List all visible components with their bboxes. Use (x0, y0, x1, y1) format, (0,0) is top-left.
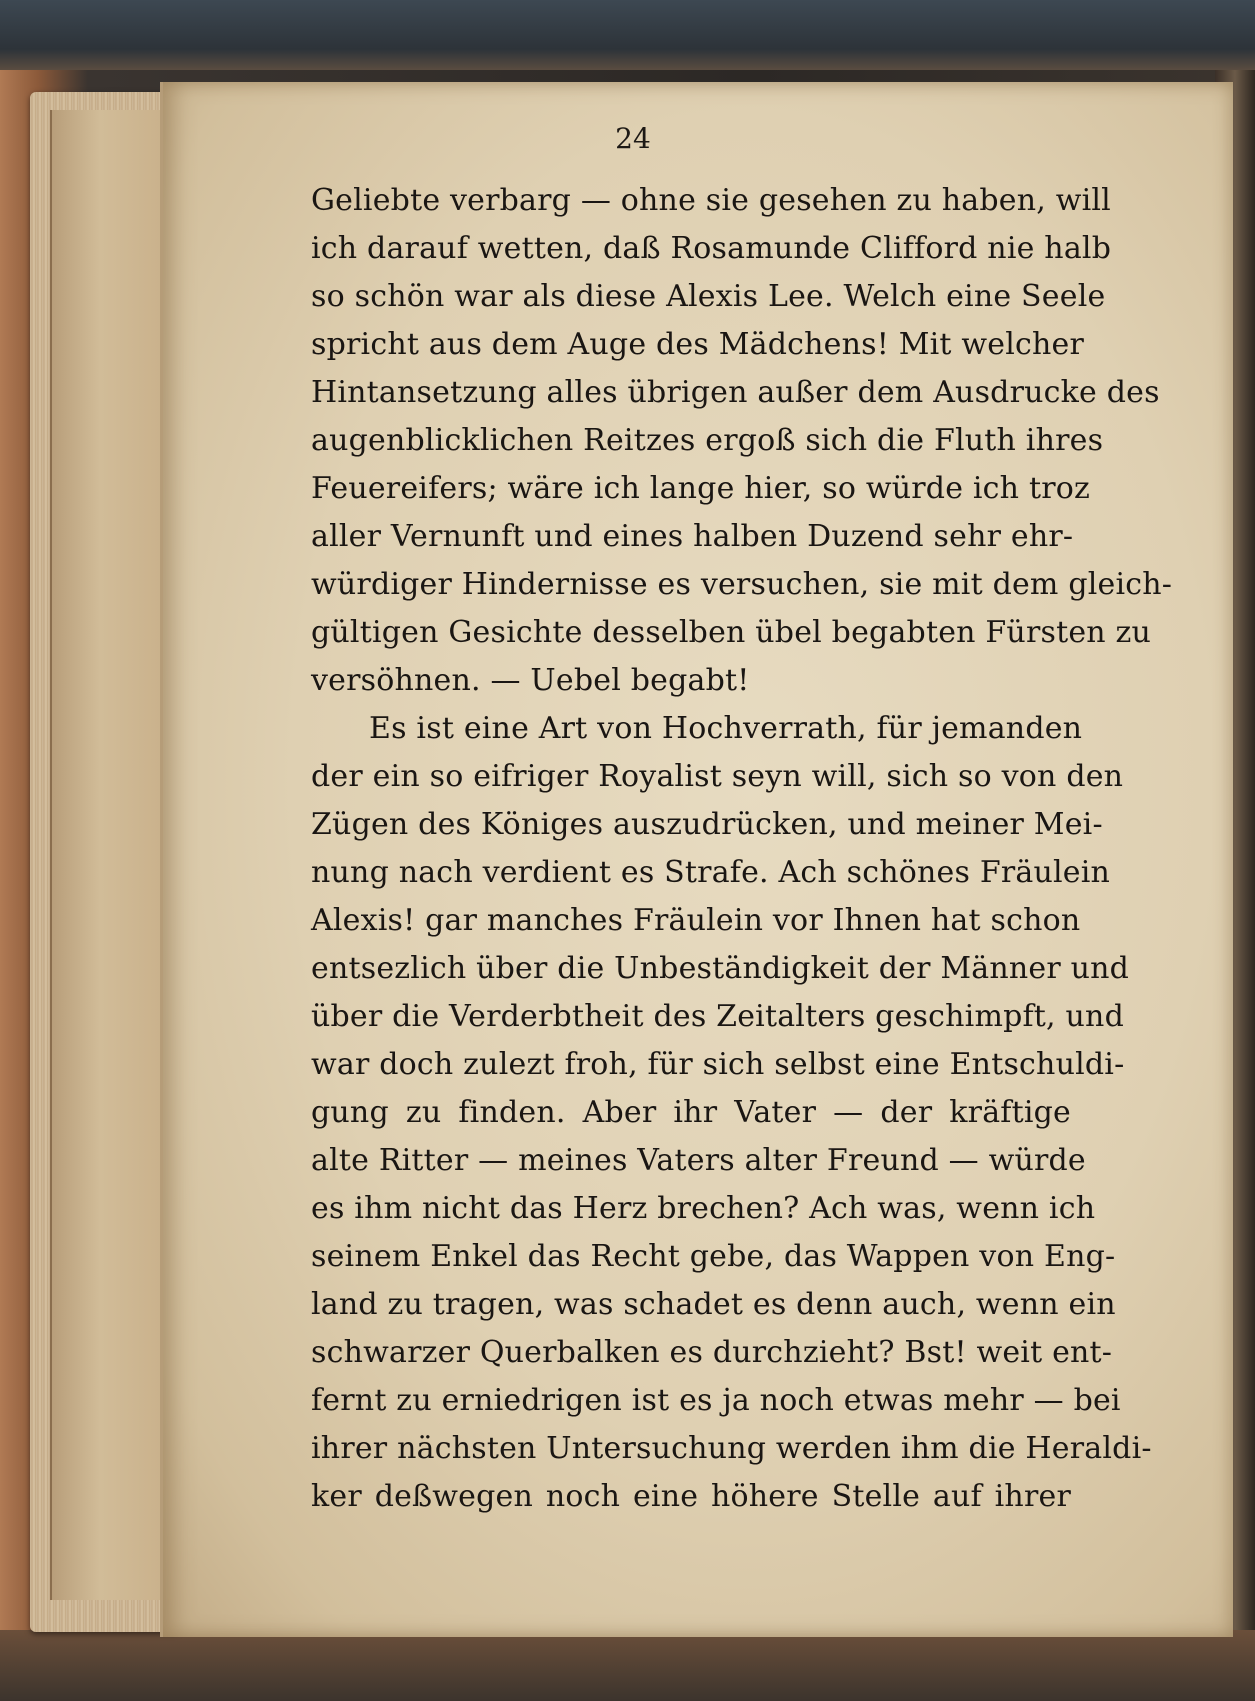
cover-bottom-edge (0, 1630, 1255, 1701)
text-line: ich darauf wetten, daß Rosamunde Clifford nie halb (311, 231, 1112, 266)
text-line: würdiger Hindernisse es versuchen, sie mit dem gleich- (311, 567, 1173, 602)
text-line: der ein so eifriger Royalist seyn will, sich so von den (311, 759, 1124, 794)
text-line: augenblicklichen Reitzes ergoß sich die Fluth ihres (311, 423, 1104, 458)
text-line: nung nach verdient es Strafe. Ach schönes Fräulein (311, 855, 1111, 890)
text-line: ihrer nächsten Untersuchung werden ihm die Heraldi- (311, 1431, 1152, 1466)
paragraph-start-line: Es ist eine Art von Hochverrath, für jemanden (369, 711, 1083, 746)
book-page (160, 82, 1233, 1637)
text-line: gültigen Gesichte desselben übel begabten Fürsten zu (311, 615, 1152, 650)
text-line: spricht aus dem Auge des Mädchens! Mit welcher (311, 327, 1085, 362)
cover-top-edge (0, 0, 1255, 70)
text-line: über die Verderbtheit des Zeitalters geschimpft, und (311, 999, 1124, 1034)
text-line: gung zu finden. Aber ihr Vater — der kräftige (311, 1095, 1071, 1130)
page-edges-inner (50, 110, 172, 1600)
text-line: Hintansetzung alles übrigen außer dem Ausdrucke des (311, 375, 1160, 410)
text-line: ker deßwegen noch eine höhere Stelle auf ihrer (311, 1479, 1071, 1514)
text-line: Zügen des Königes auszudrücken, und meiner Mei- (311, 807, 1103, 842)
text-line: fernt zu erniedrigen ist es ja noch etwas mehr — bei (311, 1383, 1121, 1418)
text-line: so schön war als diese Alexis Lee. Welch eine Seele (311, 279, 1106, 314)
text-line: alte Ritter — meines Vaters alter Freund — würde (311, 1143, 1086, 1178)
text-line: versöhnen. — Uebel begabt! (311, 663, 750, 698)
text-line: schwarzer Querbalken es durchzieht? Bst! weit ent- (311, 1335, 1113, 1370)
text-line: es ihm nicht das Herz brechen? Ach was, wenn ich (311, 1191, 1096, 1226)
text-line: seinem Enkel das Recht gebe, das Wappen von Eng- (311, 1239, 1116, 1274)
text-line: Geliebte verbarg — ohne sie gesehen zu haben, will (311, 183, 1111, 218)
page-text (311, 177, 1173, 1521)
text-line: aller Vernunft und eines halben Duzend sehr ehr- (311, 519, 1074, 554)
text-line: war doch zulezt froh, für sich selbst eine Entschuldi- (311, 1047, 1125, 1082)
page-number: 24 (615, 122, 651, 155)
text-line: Feuereifers; wäre ich lange hier, so würde ich troz (311, 471, 1091, 506)
text-line: entsezlich über die Unbeständigkeit der Männer und (311, 951, 1130, 986)
text-line: Alexis! gar manches Fräulein vor Ihnen hat schon (311, 903, 1081, 938)
text-line: land zu tragen, was schadet es denn auch, wenn ein (311, 1287, 1116, 1322)
